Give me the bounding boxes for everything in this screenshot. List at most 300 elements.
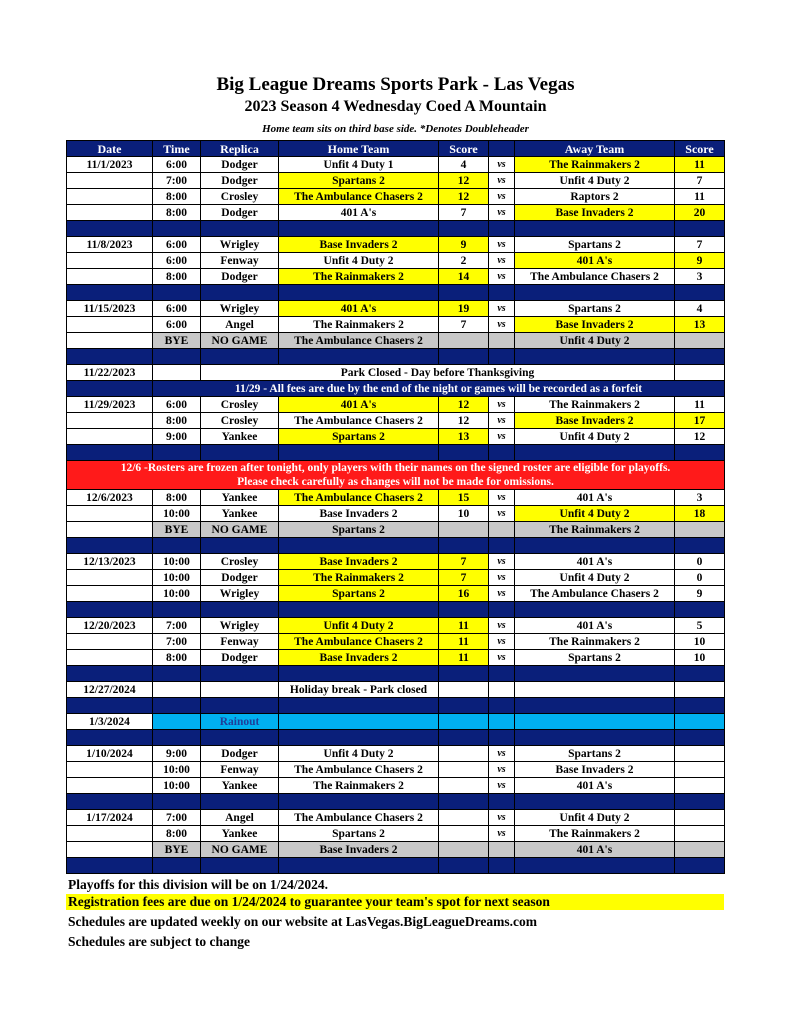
- separator-cell: [515, 349, 675, 365]
- home-score-cell: 11: [439, 634, 489, 650]
- separator-cell: [515, 698, 675, 714]
- game-row: [67, 570, 725, 586]
- away-team-cell: The Rainmakers 2: [515, 157, 675, 173]
- vs-cell: vs: [489, 810, 515, 826]
- date-cell: 11/15/2023: [67, 301, 153, 317]
- replica-cell: Dodger: [201, 570, 279, 586]
- separator-cell: [67, 666, 153, 682]
- separator-cell: [675, 602, 725, 618]
- away-score-cell: 11: [675, 189, 725, 205]
- separator-cell: [675, 666, 725, 682]
- separator-cell: [439, 858, 489, 874]
- game-row: [67, 157, 725, 173]
- empty-cell: [489, 714, 515, 730]
- holiday-text: Holiday break - Park closed: [279, 682, 439, 698]
- away-team-cell: Unfit 4 Duty 2: [515, 173, 675, 189]
- replica-cell: Yankee: [201, 506, 279, 522]
- vs-cell: vs: [489, 570, 515, 586]
- separator-cell: [515, 858, 675, 874]
- game-row: [67, 618, 725, 634]
- header-date: Date: [67, 141, 153, 157]
- empty-cell: [439, 714, 489, 730]
- home-team-cell: 401 A's: [279, 301, 439, 317]
- separator-cell: [675, 794, 725, 810]
- separator-cell: [67, 794, 153, 810]
- separator-cell: [201, 221, 279, 237]
- vs-cell: vs: [489, 269, 515, 285]
- home-team-cell: Unfit 4 Duty 2: [279, 746, 439, 762]
- vs-cell: vs: [489, 429, 515, 445]
- away-score-cell: 3: [675, 490, 725, 506]
- away-score-cell: 5: [675, 618, 725, 634]
- away-team-cell: 401 A's: [515, 778, 675, 794]
- away-team-cell: 401 A's: [515, 618, 675, 634]
- date-cell: 11/29/2023: [67, 397, 153, 413]
- separator-cell: [489, 538, 515, 554]
- separator-cell: [439, 221, 489, 237]
- home-team-cell: The Ambulance Chasers 2: [279, 490, 439, 506]
- separator-cell: [153, 698, 201, 714]
- bye-row: [67, 842, 725, 858]
- park-closed-text: Park Closed - Day before Thanksgiving: [201, 365, 675, 381]
- roster-freeze-line: Please check carefully as changes will not be made for omissions.: [237, 476, 554, 488]
- replica-cell: Dodger: [201, 157, 279, 173]
- time-cell: 10:00: [153, 506, 201, 522]
- bye-away-team-cell: Unfit 4 Duty 2: [515, 333, 675, 349]
- bye-cell: BYE: [153, 522, 201, 538]
- replica-cell: Crosley: [201, 413, 279, 429]
- replica-cell: Crosley: [201, 189, 279, 205]
- vs-cell: vs: [489, 253, 515, 269]
- replica-cell: Crosley: [201, 554, 279, 570]
- replica-cell: Dodger: [201, 746, 279, 762]
- vs-cell: vs: [489, 650, 515, 666]
- home-team-cell: The Ambulance Chasers 2: [279, 762, 439, 778]
- separator-cell: [675, 445, 725, 461]
- separator-cell: [279, 221, 439, 237]
- fees-note: Registration fees are due on 1/24/2024 to guarantee your team's spot for next season: [66, 894, 724, 910]
- home-team-cell: The Ambulance Chasers 2: [279, 189, 439, 205]
- empty-cell: [439, 682, 489, 698]
- game-row: [67, 778, 725, 794]
- bye-row: [67, 522, 725, 538]
- bye-away-team-cell: The Rainmakers 2: [515, 522, 675, 538]
- home-team-cell: 401 A's: [279, 397, 439, 413]
- separator-cell: [439, 730, 489, 746]
- date-cell: [67, 586, 153, 602]
- empty-cell: [515, 714, 675, 730]
- game-row: [67, 189, 725, 205]
- away-team-cell: Spartans 2: [515, 650, 675, 666]
- time-cell: 8:00: [153, 490, 201, 506]
- empty-cell: [675, 714, 725, 730]
- empty-cell: [675, 365, 725, 381]
- header-home-score: Score: [439, 141, 489, 157]
- date-cell: 1/10/2024: [67, 746, 153, 762]
- date-cell: 12/6/2023: [67, 490, 153, 506]
- empty-cell: [439, 842, 489, 858]
- holiday-row: [67, 682, 725, 698]
- date-cell: [67, 189, 153, 205]
- date-cell: 1/3/2024: [67, 714, 153, 730]
- replica-cell: Dodger: [201, 173, 279, 189]
- away-score-cell: 4: [675, 301, 725, 317]
- home-team-cell: The Ambulance Chasers 2: [279, 810, 439, 826]
- vs-cell: vs: [489, 301, 515, 317]
- empty-cell: [489, 522, 515, 538]
- date-cell: [67, 826, 153, 842]
- game-row: [67, 205, 725, 221]
- home-score-cell: 12: [439, 189, 489, 205]
- replica-cell: Yankee: [201, 429, 279, 445]
- home-score-cell: 4: [439, 157, 489, 173]
- separator-cell: [201, 730, 279, 746]
- home-score-cell: 12: [439, 173, 489, 189]
- empty-cell: [153, 714, 201, 730]
- page-title: Big League Dreams Sports Park - Las Vegas: [216, 74, 575, 95]
- date-cell: [67, 634, 153, 650]
- away-score-cell: 9: [675, 586, 725, 602]
- separator-cell: [153, 285, 201, 301]
- separator-cell: [279, 285, 439, 301]
- separator-cell: [279, 666, 439, 682]
- separator-cell: [153, 794, 201, 810]
- separator-cell: [515, 221, 675, 237]
- separator-cell: [675, 221, 725, 237]
- away-team-cell: Unfit 4 Duty 2: [515, 570, 675, 586]
- separator-cell: [489, 602, 515, 618]
- header-home-team: Home Team: [279, 141, 439, 157]
- away-team-cell: Base Invaders 2: [515, 762, 675, 778]
- time-cell: 6:00: [153, 237, 201, 253]
- away-team-cell: The Rainmakers 2: [515, 826, 675, 842]
- time-cell: 6:00: [153, 301, 201, 317]
- away-score-cell: [675, 746, 725, 762]
- separator-cell: [489, 666, 515, 682]
- roster-freeze-line: 12/6 -Rosters are frozen after tonight, only players with their names on the signed roster are eligible for playoffs.: [120, 462, 671, 474]
- date-cell: 12/13/2023: [67, 554, 153, 570]
- vs-cell: vs: [489, 554, 515, 570]
- game-row: [67, 317, 725, 333]
- separator-cell: [439, 349, 489, 365]
- time-cell: 7:00: [153, 810, 201, 826]
- home-score-cell: 2: [439, 253, 489, 269]
- no-game-cell: NO GAME: [201, 842, 279, 858]
- empty-cell: [489, 842, 515, 858]
- separator-cell: [279, 730, 439, 746]
- game-row: [67, 746, 725, 762]
- home-score-cell: 12: [439, 397, 489, 413]
- separator-cell: [201, 349, 279, 365]
- season-subtitle: 2023 Season 4 Wednesday Coed A Mountain: [244, 98, 547, 115]
- home-team-cell: Spartans 2: [279, 429, 439, 445]
- fees-due-row: [67, 381, 725, 397]
- date-cell: [67, 522, 153, 538]
- home-team-cell: Spartans 2: [279, 586, 439, 602]
- away-team-cell: Spartans 2: [515, 237, 675, 253]
- separator-cell: [67, 858, 153, 874]
- game-row: [67, 397, 725, 413]
- date-cell: [67, 506, 153, 522]
- vs-cell: vs: [489, 157, 515, 173]
- separator-cell: [67, 602, 153, 618]
- away-score-cell: [675, 810, 725, 826]
- home-team-cell: The Ambulance Chasers 2: [279, 413, 439, 429]
- separator-cell: [67, 445, 153, 461]
- bye-away-team-cell: 401 A's: [515, 842, 675, 858]
- vs-cell: vs: [489, 506, 515, 522]
- bye-home-team-cell: The Ambulance Chasers 2: [279, 333, 439, 349]
- empty-cell: [67, 381, 153, 397]
- separator-cell: [279, 794, 439, 810]
- home-team-cell: 401 A's: [279, 205, 439, 221]
- change-note: Schedules are subject to change: [68, 934, 250, 949]
- date-cell: [67, 570, 153, 586]
- header-away-team: Away Team: [515, 141, 675, 157]
- away-score-cell: 10: [675, 650, 725, 666]
- game-row: [67, 586, 725, 602]
- header-replica: Replica: [201, 141, 279, 157]
- time-cell: 10:00: [153, 554, 201, 570]
- no-game-cell: NO GAME: [201, 333, 279, 349]
- vs-cell: vs: [489, 634, 515, 650]
- separator-cell: [201, 794, 279, 810]
- home-team-cell: Base Invaders 2: [279, 554, 439, 570]
- vs-cell: vs: [489, 618, 515, 634]
- separator-cell: [201, 666, 279, 682]
- empty-cell: [279, 714, 439, 730]
- separator-cell: [489, 445, 515, 461]
- away-score-cell: [675, 778, 725, 794]
- bye-cell: BYE: [153, 842, 201, 858]
- separator-row: [67, 349, 725, 365]
- home-team-note: Home team sits on third base side. *Denotes Doubleheader: [262, 123, 529, 135]
- empty-cell: [675, 682, 725, 698]
- away-team-cell: The Rainmakers 2: [515, 634, 675, 650]
- separator-cell: [201, 445, 279, 461]
- home-team-cell: Base Invaders 2: [279, 506, 439, 522]
- vs-cell: vs: [489, 317, 515, 333]
- home-team-cell: Base Invaders 2: [279, 650, 439, 666]
- time-cell: 8:00: [153, 189, 201, 205]
- separator-row: [67, 666, 725, 682]
- date-cell: [67, 650, 153, 666]
- date-cell: 12/20/2023: [67, 618, 153, 634]
- replica-cell: Wrigley: [201, 301, 279, 317]
- away-team-cell: The Rainmakers 2: [515, 397, 675, 413]
- home-team-cell: Unfit 4 Duty 2: [279, 618, 439, 634]
- date-cell: [67, 317, 153, 333]
- time-cell: 6:00: [153, 157, 201, 173]
- game-row: [67, 650, 725, 666]
- home-team-cell: The Rainmakers 2: [279, 778, 439, 794]
- away-team-cell: Base Invaders 2: [515, 205, 675, 221]
- separator-cell: [515, 602, 675, 618]
- game-row: [67, 301, 725, 317]
- vs-cell: vs: [489, 762, 515, 778]
- fees-due-text: 11/29 - All fees are due by the end of the night or games will be recorded as a forfeit: [153, 381, 725, 397]
- away-score-cell: 17: [675, 413, 725, 429]
- bye-home-team-cell: Base Invaders 2: [279, 842, 439, 858]
- separator-cell: [675, 698, 725, 714]
- away-score-cell: 11: [675, 397, 725, 413]
- replica-cell: Fenway: [201, 762, 279, 778]
- away-team-cell: The Ambulance Chasers 2: [515, 269, 675, 285]
- home-team-cell: The Rainmakers 2: [279, 269, 439, 285]
- game-row: [67, 554, 725, 570]
- separator-cell: [201, 698, 279, 714]
- home-score-cell: [439, 762, 489, 778]
- time-cell: 8:00: [153, 205, 201, 221]
- home-score-cell: 12: [439, 413, 489, 429]
- separator-cell: [279, 698, 439, 714]
- separator-cell: [153, 666, 201, 682]
- home-score-cell: [439, 810, 489, 826]
- away-score-cell: 12: [675, 429, 725, 445]
- away-score-cell: 18: [675, 506, 725, 522]
- empty-cell: [153, 682, 201, 698]
- separator-cell: [201, 602, 279, 618]
- separator-cell: [67, 349, 153, 365]
- replica-cell: Wrigley: [201, 586, 279, 602]
- empty-cell: [675, 842, 725, 858]
- time-cell: 10:00: [153, 570, 201, 586]
- separator-cell: [675, 285, 725, 301]
- time-cell: 8:00: [153, 650, 201, 666]
- separator-cell: [153, 349, 201, 365]
- away-team-cell: Spartans 2: [515, 746, 675, 762]
- playoffs-note: Playoffs for this division will be on 1/24/2024.: [68, 877, 329, 892]
- replica-cell: Wrigley: [201, 237, 279, 253]
- empty-cell: [675, 522, 725, 538]
- separator-cell: [279, 349, 439, 365]
- away-team-cell: Base Invaders 2: [515, 413, 675, 429]
- header-vs: [489, 141, 515, 157]
- home-score-cell: 7: [439, 205, 489, 221]
- home-score-cell: [439, 826, 489, 842]
- website-note: Schedules are updated weekly on our website at LasVegas.BigLeagueDreams.com: [68, 914, 538, 929]
- home-score-cell: 16: [439, 586, 489, 602]
- separator-row: [67, 858, 725, 874]
- game-row: [67, 506, 725, 522]
- away-team-cell: Spartans 2: [515, 301, 675, 317]
- separator-cell: [201, 858, 279, 874]
- game-row: [67, 413, 725, 429]
- separator-cell: [201, 538, 279, 554]
- replica-cell: Wrigley: [201, 618, 279, 634]
- separator-cell: [153, 858, 201, 874]
- vs-cell: vs: [489, 586, 515, 602]
- time-cell: 6:00: [153, 253, 201, 269]
- home-score-cell: [439, 746, 489, 762]
- separator-cell: [489, 794, 515, 810]
- separator-cell: [153, 221, 201, 237]
- replica-cell: Fenway: [201, 253, 279, 269]
- replica-cell: Crosley: [201, 397, 279, 413]
- separator-cell: [515, 666, 675, 682]
- separator-cell: [439, 445, 489, 461]
- schedule-body: [67, 157, 725, 874]
- away-score-cell: 0: [675, 554, 725, 570]
- separator-cell: [279, 602, 439, 618]
- home-score-cell: 15: [439, 490, 489, 506]
- game-row: [67, 810, 725, 826]
- empty-cell: [201, 682, 279, 698]
- time-cell: 8:00: [153, 269, 201, 285]
- replica-cell: Yankee: [201, 778, 279, 794]
- home-score-cell: 13: [439, 429, 489, 445]
- separator-cell: [489, 730, 515, 746]
- empty-cell: [489, 333, 515, 349]
- date-cell: [67, 762, 153, 778]
- away-team-cell: 401 A's: [515, 490, 675, 506]
- separator-cell: [439, 698, 489, 714]
- separator-cell: [489, 698, 515, 714]
- home-team-cell: Spartans 2: [279, 173, 439, 189]
- separator-cell: [515, 285, 675, 301]
- separator-cell: [67, 221, 153, 237]
- date-cell: [67, 429, 153, 445]
- separator-cell: [67, 538, 153, 554]
- home-team-cell: Unfit 4 Duty 2: [279, 253, 439, 269]
- away-team-cell: 401 A's: [515, 253, 675, 269]
- replica-cell: Dodger: [201, 650, 279, 666]
- home-team-cell: Spartans 2: [279, 826, 439, 842]
- game-row: [67, 269, 725, 285]
- separator-cell: [675, 730, 725, 746]
- away-score-cell: 13: [675, 317, 725, 333]
- date-cell: [67, 778, 153, 794]
- separator-cell: [279, 858, 439, 874]
- game-row: [67, 826, 725, 842]
- vs-cell: vs: [489, 397, 515, 413]
- separator-cell: [515, 445, 675, 461]
- park-closed-row: [67, 365, 725, 381]
- separator-cell: [489, 858, 515, 874]
- replica-cell: Yankee: [201, 490, 279, 506]
- away-team-cell: The Ambulance Chasers 2: [515, 586, 675, 602]
- separator-cell: [153, 602, 201, 618]
- game-row: [67, 634, 725, 650]
- time-cell: 10:00: [153, 586, 201, 602]
- home-team-cell: The Rainmakers 2: [279, 317, 439, 333]
- home-score-cell: [439, 778, 489, 794]
- away-team-cell: Raptors 2: [515, 189, 675, 205]
- vs-cell: vs: [489, 205, 515, 221]
- away-score-cell: 10: [675, 634, 725, 650]
- separator-cell: [439, 285, 489, 301]
- separator-cell: [153, 538, 201, 554]
- vs-cell: vs: [489, 746, 515, 762]
- home-score-cell: 14: [439, 269, 489, 285]
- separator-cell: [439, 794, 489, 810]
- date-cell: 1/17/2024: [67, 810, 153, 826]
- vs-cell: vs: [489, 237, 515, 253]
- home-team-cell: Base Invaders 2: [279, 237, 439, 253]
- empty-cell: [153, 365, 201, 381]
- away-score-cell: [675, 762, 725, 778]
- game-row: [67, 762, 725, 778]
- separator-cell: [439, 602, 489, 618]
- separator-cell: [675, 538, 725, 554]
- roster-freeze-text: [67, 461, 725, 490]
- date-cell: [67, 269, 153, 285]
- time-cell: 7:00: [153, 618, 201, 634]
- replica-cell: Angel: [201, 317, 279, 333]
- game-row: [67, 253, 725, 269]
- empty-cell: [439, 522, 489, 538]
- separator-row: [67, 602, 725, 618]
